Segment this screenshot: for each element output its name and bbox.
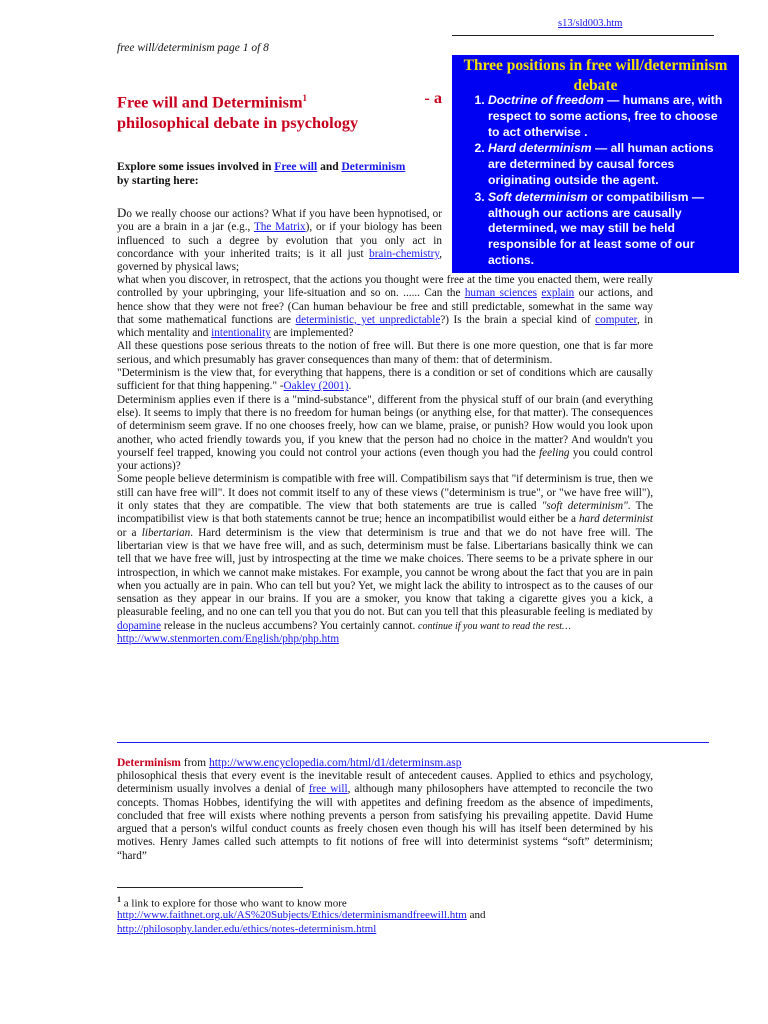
link-lander[interactable]: http://philosophy.lander.edu/ethics/notes-determinism.html xyxy=(117,923,377,935)
footnote-mark[interactable]: 1 xyxy=(302,93,308,103)
link-intentionality[interactable]: intentionality xyxy=(211,327,271,340)
determinism-heading: Determinism from http://www.encyclopedia.com/html/d1/determinsm.asp xyxy=(117,757,462,769)
link-brain-chemistry[interactable]: brain-chemistry xyxy=(369,247,440,260)
drop-cap: D xyxy=(117,205,127,220)
link-the-matrix[interactable]: The Matrix xyxy=(253,221,306,234)
position-item: 1. Doctrine of freedom — humans are, with respect to some actions, free to choose to act otherwise . xyxy=(488,93,731,140)
body-paragraph: Determinism applies even if there is a "mind-substance", different from the physical stuff of our brain (and everything else). It seems to imply that there is no freedom for human beings (or anything else, for that matter). The consequences of determinism seem grave. If no one chooses freely, how can we blame, praise, or punish? How would you look upon another, who acted friendly towards you, if you knew that the person had no choice in the matter? And wouldn't you yourself feel trapped, knowing you could not control your actions (even though you had the feeling you could control your actions)? xyxy=(117,393,653,473)
footnote-links: http://www.faithnet.org.uk/AS%20Subjects/Ethics/determinismandfreewill.htm and http://philosophy.lander.edu/ethics/notes-determinism.html xyxy=(117,909,486,935)
positions-box-title: Three positions in free will/determinism debate xyxy=(463,57,728,94)
title-line1-tail: - a xyxy=(424,88,442,107)
top-link[interactable]: s13/sld003.htm xyxy=(558,18,623,29)
page-title xyxy=(117,88,442,133)
intro-paragraph: Do we really choose our actions? What if you have been hypnotised, or you are a brain in a jar (e.g., The Matrix), or if your biology has been influenced to such a degree by evolution that you only act in concordance with your inherited traits; is it all just brain-chemistry, governed by physical laws; xyxy=(117,205,442,274)
body-paragraph: "Determinism is the view that, for everything that happens, there is a condition or set of conditions which are causally sufficient for that thing happening." -Oakley (2001). xyxy=(117,367,653,393)
top-rule xyxy=(452,35,714,36)
link-stenmorten[interactable]: http://www.stenmorten.com/English/php/php.htm xyxy=(117,633,340,646)
page-header: free will/determinism page 1 of 8 xyxy=(117,42,269,54)
body-paragraph: All these questions pose serious threats to the notion of free will. But there is one more question, one that is far more serious, and which presumably has graver consequences than many of them: that of determinism. xyxy=(117,340,653,366)
link-oakley[interactable]: Oakley (2001) xyxy=(283,380,349,393)
link-dopamine[interactable]: dopamine xyxy=(117,619,162,632)
body-paragraph: Some people believe determinism is compatible with free will. Compatibilism says that "if determinism is true, then we still can have free will". It does not commit itself to any of these views ("determinism is true", or "we have free will"), it only states that they are compatible. The view that both statements are true is called "soft determinism". The incompatibilist view is that both statements cannot be true; hence an incompatibilist would either be a hard determinist or a libertarian. Hard determinism is the view that determinism is true and that we do not have free will. The libertarian view is that we have free will, and as such, determinism must be false. Libertarians basically think we can tell that we have free will, just by introspecting at the time we make choices. There seems to be a private sphere in our introspection, in which we cannot make mistakes. For example, you cannot be wrong about the fact that you are in pain when you actually are in pain. Who can tell but you? Yet, we might lack the ability to introspect as to the causes of our sensation as they appear in our brains. If you are a smoker, you know that taking a cigarette gives you a kick, a pleasurable feeling, and no one can tell you that you do not. But can you tell that this pleasurable feeling is mediated by dopamine release in the nucleus accumbens? You certainly cannot. continue if you want to read the rest… xyxy=(117,473,654,632)
link-human-sciences[interactable]: human sciences xyxy=(464,287,537,300)
positions-list xyxy=(452,93,739,269)
position-item: 2. Hard determinism — all human actions are determined by causal forces originating outside the agent. xyxy=(488,141,731,188)
body-paragraph: what when you discover, in retrospect, that the actions you thought were free at the time you enacted them, were really controlled by your upbringing, your life-situation and so on. ...... Can the human sciences explain our actions, and hence show that they were not free? (Can human behaviour be free and still predictable, somewhat in the same way that some mathematical functions are deterministic, yet unpredictable?) Is the brain a special kind of computer, in which mentality and intentionality are implemented? xyxy=(117,274,653,340)
link-deterministic-unpredictable[interactable]: deterministic, yet unpredictable xyxy=(295,313,441,326)
explore-intro: Explore some issues involved in Free will and Determinism by starting here: xyxy=(117,161,406,187)
link-encyclopedia[interactable]: http://www.encyclopedia.com/html/d1/determinsm.asp xyxy=(208,757,462,769)
link-computer[interactable]: computer xyxy=(595,313,637,326)
determinism-body: philosophical thesis that every event is the inevitable result of antecedent causes. Applied to ethics and psychology, determinism usually involves a denial of free will, although many philosophers have attempted to reconcile the two concepts. Thomas Hobbes, identifying the will with appetites and defining freedom as the absence of impediments, concluded that free will exists where nothing prevents a person from satisfying his prevailing appetite. David Hume argued that a person's wilful conduct counts as freely chosen even though his will has itself been determined by his motives. Henry James called such attempts to fit notions of free will into determinist systems “soft” determinism; “hard” xyxy=(117,770,653,862)
link-explain[interactable]: explain xyxy=(541,287,575,300)
main-body xyxy=(117,274,653,646)
position-item: 3. Soft determinism or compatibilism — although our actions are causally determined, we may still be held responsible for at least some of our actions. xyxy=(488,190,731,269)
link-determinism[interactable]: Determinism xyxy=(341,161,406,173)
continue-note: continue if you want to read the rest… xyxy=(418,620,571,632)
section-divider xyxy=(117,742,709,743)
title-line2: philosophical debate in psychology xyxy=(117,112,359,132)
title-line1: Free will and Determinism$^1$ xyxy=(117,92,308,112)
footnote-rule xyxy=(117,887,303,888)
positions-box xyxy=(452,55,739,273)
footnote-text: $^1$ a link to explore for those who want to know more xyxy=(117,895,347,910)
link-free-will[interactable]: Free will xyxy=(274,161,318,173)
link-free-will-2[interactable]: free will xyxy=(308,783,348,796)
link-faithnet[interactable]: http://www.faithnet.org.uk/AS%20Subjects/Ethics/determinismandfreewill.htm xyxy=(117,909,467,921)
